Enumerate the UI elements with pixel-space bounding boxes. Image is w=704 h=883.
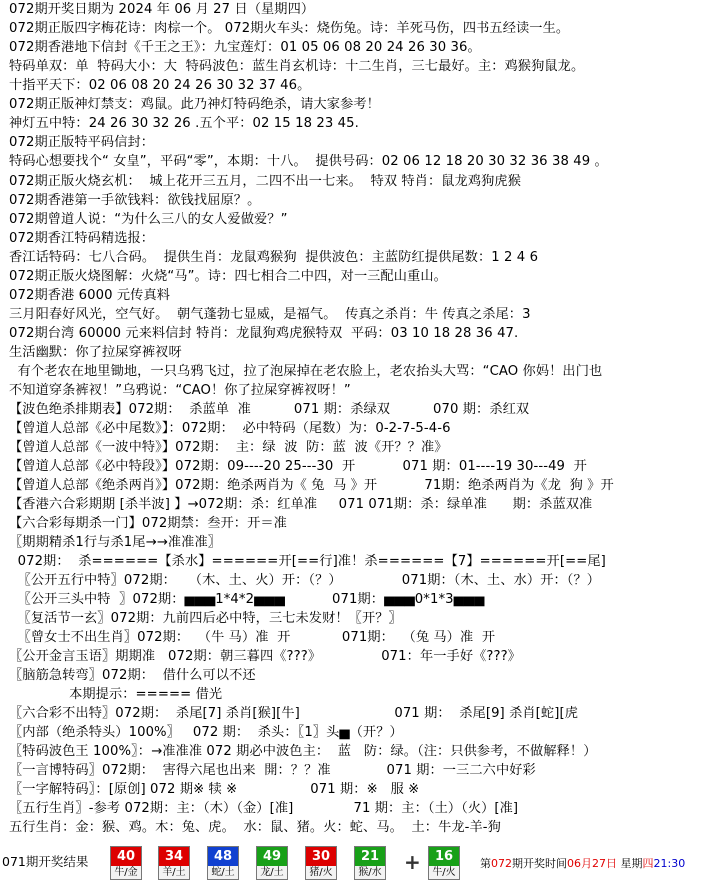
line-41: 〖一字解特码〗：[原创] 072 期※ 犊 ※ 071 期：※ 服 ※ bbox=[9, 782, 420, 797]
line-32: 〖复活节一玄〗072期：九前四后必中特，三七未发财！〖开？〗 bbox=[9, 611, 402, 626]
line-26: 【香港六合彩期期 [杀半波] 】→072期：杀：红单准 071 071期：杀：绿单准 期：杀蓝双准 bbox=[9, 497, 593, 512]
ball-number: 34 bbox=[159, 847, 189, 866]
line-24: 【曾道人总部《必中特段》】072期：09----20 25---30 开 071 期：01----19 30---49 开 bbox=[9, 459, 587, 474]
line-8: 特码心想要找个“ 女皇”，平码“零”，本期：十八。 提供号码：02 06 12 18 20 30 32 36 38 49 。 bbox=[9, 154, 608, 169]
line-1: 072期正版四字梅花诗：肉棕一个。 072期火车头：烧伤兔。诗：羊死马伤，四书五经读一生。 bbox=[9, 21, 570, 36]
line-34: 〖公开金言玉语〗期期准 072期：朝三暮四《???》 071：年一手好《???》 bbox=[9, 649, 521, 664]
line-23: 【曾道人总部《一波中特》】072期： 主：绿 波 防：蓝 波《开？？准》 bbox=[9, 440, 448, 455]
ball-zodiac: 猴/水 bbox=[358, 867, 382, 878]
line-38: 〖内部（绝杀特头）100%〗 072 期： 杀头：〖1〗头▅（开？） bbox=[9, 725, 403, 740]
ball-zodiac: 龙/土 bbox=[260, 867, 284, 878]
line-27: 【六合彩每期杀一门】072期禁：叁开：开＝准 bbox=[9, 516, 287, 531]
line-18: 生活幽默：你了拉屎穿裤衩呀 bbox=[9, 345, 182, 360]
line-10: 072期香港第一手欲钱料：欲钱找屈原？。 bbox=[9, 193, 261, 208]
next-issue: 072 bbox=[491, 857, 512, 870]
result-ball bbox=[207, 846, 239, 880]
line-16: 三月阳春好风光，空气好。 朝气蓬勃七显威，是福气。 传真之杀肖：牛 传真之杀尾：3 bbox=[9, 307, 531, 322]
plus-sign: + bbox=[404, 850, 421, 874]
line-14: 072期正版火烧图解：火烧“马”。诗：四七相合二中四，对一三配山重山。 bbox=[9, 269, 447, 284]
line-30: 〖公开五行中特〗072期： （木、土、火）开：（？） 071期：（木、土、水）开：（？） bbox=[9, 573, 601, 588]
ball-number: 49 bbox=[257, 847, 287, 866]
line-17: 072期台湾 60000 元来料信封 特肖：龙鼠狗鸡虎猴特双 平码：03 10 18 28 36 47. bbox=[9, 326, 519, 341]
line-20: 不知道穿条裤衩！”乌鸦说：“CAO！你了拉屎穿裤衩呀！” bbox=[9, 383, 351, 398]
line-2: 072期香港地下信封《千王之王》：九宝莲灯：01 05 06 08 20 24 26 30 36。 bbox=[9, 40, 481, 55]
line-42: 〖五行生肖〗-参考 072期：主：（木）（金）[准] 71 期：主：（土）（火）[准] bbox=[9, 801, 519, 816]
line-29: 072期： 杀======【杀水】======开[==行]准！杀======【7】======开[==尾] bbox=[9, 554, 606, 569]
ball-number: 21 bbox=[355, 847, 385, 866]
ball-zodiac: 牛/火 bbox=[432, 867, 456, 878]
next-mid: 期开奖时间 bbox=[512, 857, 567, 870]
line-31: 〖公开三头中特 〗072期：▅▅▅1*4*2▅▅▅ 071期：▅▅▅0*1*3▅▅▅ bbox=[9, 592, 485, 607]
result-ball bbox=[158, 846, 190, 880]
next-weekday: 四 bbox=[642, 857, 654, 870]
line-5: 072期正版神灯禁支：鸡鼠。此乃神灯特码绝杀，请大家参考！ bbox=[9, 97, 380, 112]
line-35: 〖脑筋急转弯〗072期： 借什么可以不还 bbox=[9, 668, 256, 683]
next-draw-time bbox=[480, 855, 685, 871]
line-37: 〖六合彩不出特〗072期： 杀尾[7] 杀肖[猴][牛] 071 期： 杀尾[9] 杀肖[蛇][虎 bbox=[9, 706, 578, 721]
line-13: 香江话特码：七八合码。 提供生肖：龙鼠鸡猴狗 提供波色：主蓝防红提供尾数：1 2 4 6 bbox=[9, 250, 539, 265]
ball-number: 40 bbox=[111, 847, 141, 866]
line-9: 072期正版火烧玄机： 城上花开三五月，二四不出一七来。 特双 特肖：鼠龙鸡狗虎猴 bbox=[9, 174, 521, 189]
line-7: 072期正版特平码信封： bbox=[9, 135, 155, 150]
ball-zodiac: 蛇/土 bbox=[211, 867, 235, 878]
result-bar bbox=[0, 844, 704, 883]
line-3: 特码单双：单 特码大小：大 特码波色：蓝生肖玄机诗：十二生肖，三七最好。主：鸡猴狗鼠龙。 bbox=[9, 59, 585, 74]
ball-number: 30 bbox=[306, 847, 336, 866]
next-date: 06月27日 bbox=[567, 857, 617, 870]
result-label: 071期开奖结果 bbox=[2, 854, 89, 869]
line-0: 072期开奖日期为 2024 年 06 月 27 日（星期四） bbox=[9, 2, 315, 17]
line-4: 十指平天下：02 06 08 20 24 26 30 32 37 46。 bbox=[9, 78, 311, 93]
ball-zodiac: 羊/土 bbox=[162, 867, 186, 878]
line-21: 【波色绝杀排期表】072期： 杀蓝单 准 071 期：杀绿双 070 期：杀红双 bbox=[9, 402, 530, 417]
line-12: 072期香江特码精选报： bbox=[9, 231, 155, 246]
line-19: 有个老农在地里锄地，一只乌鸦飞过，拉了泡屎掉在老农脸上，老农抬头大骂：“CAO 你妈！出门也 bbox=[9, 364, 603, 379]
line-25: 【曾道人总部《绝杀两肖》】072期：绝杀两肖为《 兔 马 》开 71期：绝杀两肖为《龙 狗 》开 bbox=[9, 478, 614, 493]
ball-zodiac: 牛/金 bbox=[114, 867, 138, 878]
line-22: 【曾道人总部《必中尾数》】：072期： 必中特码（尾数）为：0-2-7-5-4-6 bbox=[9, 421, 451, 436]
line-6: 神灯五中特：24 26 30 32 26 .五个平：02 15 18 23 45. bbox=[9, 116, 359, 131]
next-weekday-prefix: 星期 bbox=[620, 857, 643, 870]
result-ball bbox=[110, 846, 142, 880]
line-43: 五行生肖：金：猴、鸡。木：兔、虎。 水：鼠、猪。火：蛇、马。 土：牛龙-羊-狗 bbox=[9, 820, 501, 835]
line-33: 〖曾女士不出生肖〗072期： （牛 马）准 开 071期： （兔 马）准 开 bbox=[9, 630, 496, 645]
result-ball bbox=[305, 846, 337, 880]
line-11: 072期曾道人说：“为什么三八的女人爱做爱？” bbox=[9, 212, 288, 227]
line-15: 072期香港 6000 元传真料 bbox=[9, 288, 171, 303]
result-ball bbox=[256, 846, 288, 880]
result-special-ball bbox=[428, 846, 460, 880]
ball-zodiac: 猪/火 bbox=[309, 867, 333, 878]
line-28: 〖期期精杀1行与杀1尾→→准准准〗 bbox=[9, 535, 222, 550]
line-36: 本期提示：===== 借光 bbox=[9, 687, 223, 702]
ball-number: 16 bbox=[429, 847, 459, 866]
result-ball bbox=[354, 846, 386, 880]
next-time: 21:30 bbox=[653, 857, 686, 870]
ball-number: 48 bbox=[208, 847, 238, 866]
line-39: 〖特码波色王 100%〗：→准准准 072 期必中波色主： 蓝 防：绿。（注：只供参考，不做解释！） bbox=[9, 744, 597, 759]
line-40: 〖一言博特码〗072期： 害得六尾也出来 開：？？准 071 期：一三二六中好彩 bbox=[9, 763, 536, 778]
next-prefix: 第 bbox=[480, 857, 491, 870]
